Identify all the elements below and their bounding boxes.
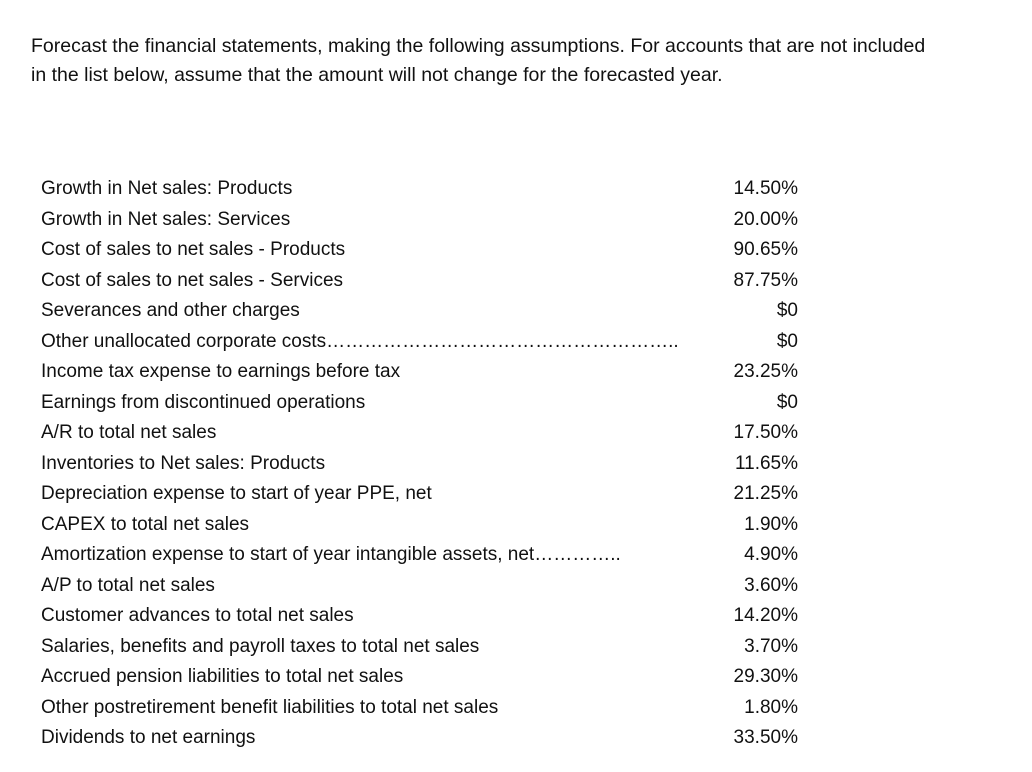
assumption-label: A/P to total net sales [41,574,215,596]
assumption-value: 90.65% [733,239,798,260]
assumption-row [41,571,801,602]
assumption-label: Growth in Net sales: Products [41,178,293,199]
assumption-label: Cost of sales to net sales - Services [41,269,344,291]
assumption-row [41,205,801,236]
assumption-row [41,235,801,266]
assumption-value: 20.00% [733,208,798,230]
assumption-row [41,266,801,297]
assumption-label: Growth in Net sales: Services [41,208,291,230]
assumption-label: Cost of sales to net sales - Products [41,239,346,260]
assumption-row [41,296,801,327]
assumption-row [41,357,801,388]
assumption-row [41,327,801,358]
assumption-value: 14.20% [733,605,798,626]
assumption-label: Inventories to Net sales: Products [41,452,326,474]
assumption-row [41,479,801,510]
assumption-value: 29.30% [733,666,798,687]
assumption-value: 1.80% [744,696,798,718]
assumption-value: 11.65% [734,452,798,474]
assumption-value: $0 [776,300,798,321]
assumption-row [41,693,801,724]
assumption-label: Depreciation expense to start of year PPE, net [41,483,432,504]
assumption-value: 3.60% [744,574,798,596]
assumption-row [41,510,801,541]
assumption-row [41,418,801,449]
assumption-value: 33.50% [733,727,798,748]
assumption-value: 87.75% [733,269,798,291]
assumption-value: $0 [776,391,798,413]
assumption-label: Accrued pension liabilities to total net sales [41,666,404,687]
assumption-row [41,723,801,754]
assumption-label: Customer advances to total net sales [41,605,354,626]
assumption-label: Earnings from discontinued operations [41,391,366,413]
assumption-label: Severances and other charges [41,300,300,321]
instructions-paragraph [31,32,1021,90]
assumption-value: 14.50% [733,178,798,199]
assumption-label: Other postretirement benefit liabilities to total net sales [41,696,499,718]
assumption-value: 3.70% [744,635,798,657]
instructions-line-2: in the list below, assume that the amount will not change for the forecasted year. [31,64,723,86]
assumption-row [41,662,801,693]
assumption-row [41,388,801,419]
assumption-value: 17.50% [733,422,798,443]
assumption-value: 23.25% [733,361,798,382]
assumption-row [41,601,801,632]
assumption-label: Other unallocated corporate costs……………………………………………….. [41,330,679,352]
assumption-row [41,540,801,571]
assumption-value: $0 [776,330,798,352]
assumption-row [41,174,801,205]
instructions-line-1: Forecast the financial statements, making the following assumptions. For accounts that are not included [31,35,926,57]
assumptions-list [41,174,801,754]
assumption-label: A/R to total net sales [41,422,217,443]
assumption-value: 4.90% [744,544,798,565]
assumption-row [41,449,801,480]
assumption-row [41,632,801,663]
assumption-label: CAPEX to total net sales [41,513,250,535]
assumption-value: 1.90% [744,513,798,535]
assumption-value: 21.25% [733,483,798,504]
assumption-label: Dividends to net earnings [41,727,256,748]
assumption-label: Amortization expense to start of year intangible assets, net………….. [41,544,621,565]
assumption-label: Income tax expense to earnings before tax [41,361,401,382]
assumption-label: Salaries, benefits and payroll taxes to total net sales [41,635,480,657]
